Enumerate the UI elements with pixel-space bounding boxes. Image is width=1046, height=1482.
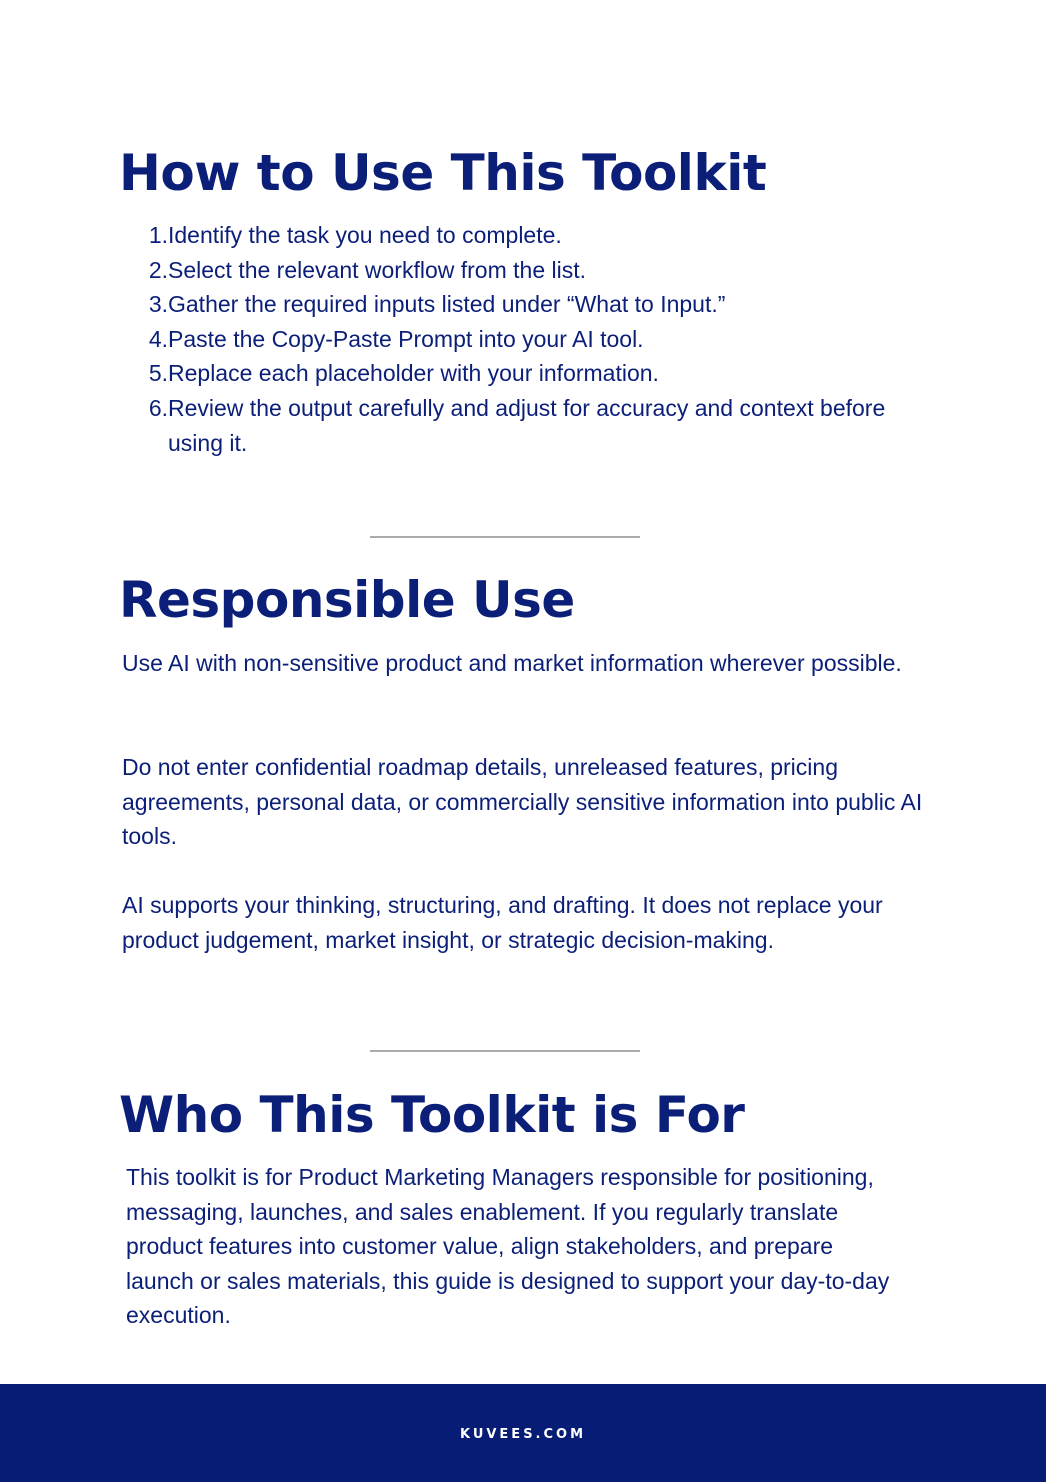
- step-number: 2.: [148, 256, 168, 283]
- footer-website-link[interactable]: KUVEES.COM: [459, 1426, 587, 1442]
- responsible-use-paragraph: Do not enter confidential roadmap details, unreleased features, pricing agreements, personal data, or commercially sensitive information into public AI tools.: [122, 754, 923, 850]
- step-number: 6.: [148, 394, 168, 421]
- step-text: Select the relevant workflow from the list.: [168, 256, 586, 283]
- responsible-use-heading: Responsible Use: [119, 571, 575, 629]
- list-item: [140, 218, 930, 253]
- step-text: Gather the required inputs listed under “What to Input.”: [168, 291, 726, 318]
- who-for-heading: Who This Toolkit is For: [119, 1086, 745, 1144]
- responsible-use-paragraph: AI supports your thinking, structuring, and drafting. It does not replace your product judgement, market insight, or strategic decision-making.: [122, 892, 883, 953]
- step-text: Paste the Copy-Paste Prompt into your AI tool.: [168, 325, 644, 352]
- footer-bar: [0, 1384, 1046, 1482]
- step-text: Review the output carefully and adjust for accuracy and context before using it.: [168, 394, 886, 456]
- list-item: [140, 356, 930, 391]
- list-item: [140, 391, 930, 460]
- steps-list: [140, 218, 930, 460]
- list-item: [140, 287, 930, 322]
- step-number: 4.: [148, 325, 168, 352]
- list-item: [140, 322, 930, 357]
- step-number: 3.: [148, 291, 168, 318]
- how-to-use-heading: How to Use This Toolkit: [119, 144, 767, 202]
- list-item: [140, 253, 930, 288]
- step-number: 5.: [148, 360, 168, 387]
- step-text: Replace each placeholder with your information.: [168, 360, 659, 387]
- section-divider: [370, 536, 640, 538]
- step-number: 1.: [148, 222, 168, 248]
- step-text: Identify the task you need to complete.: [168, 222, 562, 248]
- responsible-use-paragraph: Use AI with non-sensitive product and market information wherever possible.: [122, 650, 902, 676]
- section-divider: [370, 1050, 640, 1052]
- who-for-paragraph: This toolkit is for Product Marketing Managers responsible for positioning, messaging, launches, and sales enablement. If you regularly translate product features into customer value, align stakeholders, and prepare launch or sales materials, this guide is designed to support your day-to-day execution.: [126, 1164, 890, 1329]
